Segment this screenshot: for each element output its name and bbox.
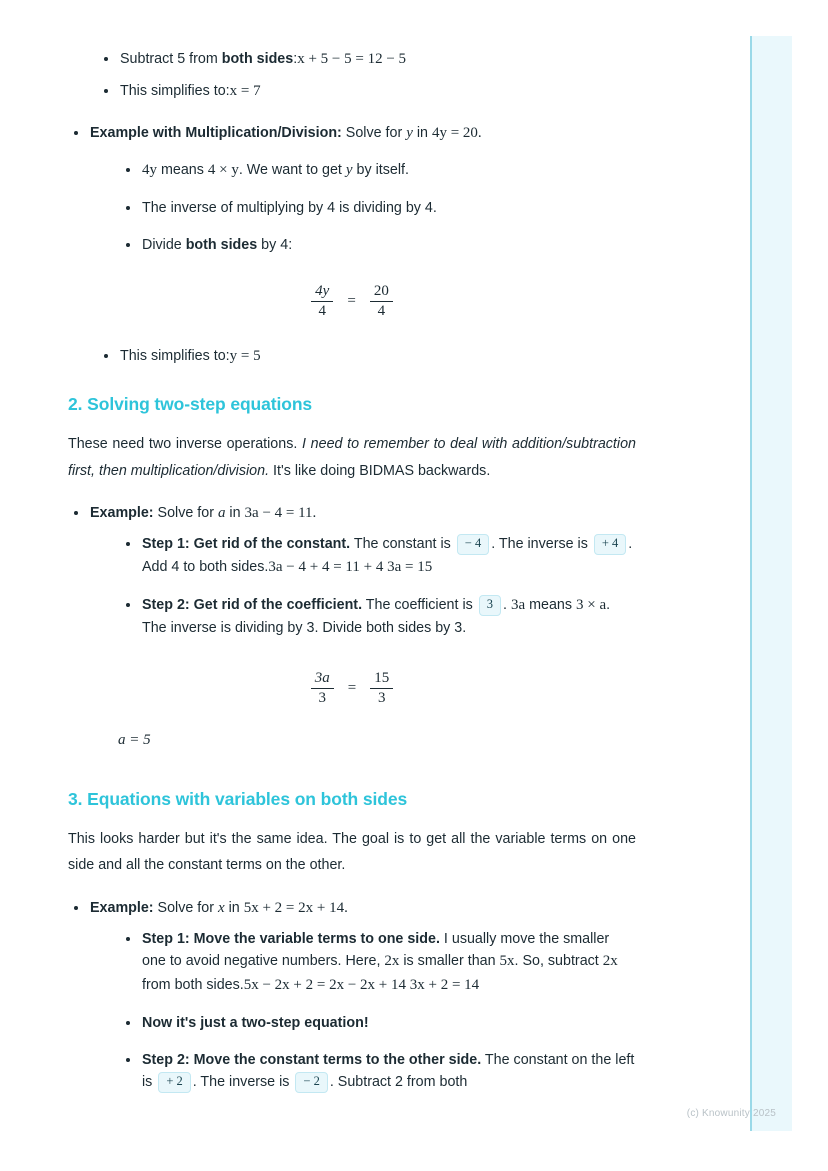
text: . The inverse is dividing by 3. Divide both sides by 3.: [142, 597, 611, 637]
two-step-example-list: [68, 502, 636, 640]
list-item: [120, 1012, 636, 1034]
text: I usually move the smaller one to avoid negative numbers. Here,: [142, 931, 610, 970]
emphasis-note: Now it's just a two-step equation!: [142, 1014, 369, 1031]
text: This simplifies to: [120, 347, 226, 364]
multiplication-substeps-list: [90, 159, 636, 257]
text: Subtract 5 from: [120, 51, 222, 67]
multiplication-division-example-list: [68, 122, 636, 257]
inline-equation: 4 × y: [207, 161, 239, 178]
inline-equation: y = 5: [229, 347, 261, 364]
list-item: [120, 234, 636, 256]
math-chip-three: 3: [479, 595, 501, 616]
text: The constant on the left is: [142, 1051, 635, 1091]
section2-paragraph: [68, 431, 636, 484]
inline-equation: 5x + 2 = 2x + 14.: [243, 899, 348, 916]
text: Solve for: [153, 504, 218, 521]
list-item: [120, 928, 636, 997]
text: in: [225, 504, 245, 521]
emphasis: both sides: [185, 237, 258, 254]
section-heading-2: 2. Solving two-step equations: [68, 394, 313, 415]
inline-equation: 2x: [384, 953, 400, 970]
answer-equation-a-equals-5: [118, 732, 636, 749]
list-item: [68, 122, 636, 257]
text: The inverse of multiplying by 4 is dividing by 4.: [142, 200, 437, 216]
section-heading-3: 3. Equations with variables on both sides: [68, 788, 408, 809]
fraction-denominator: 4: [370, 301, 393, 321]
math-variable: y: [345, 161, 353, 178]
text: It's like doing BIDMAS backwards.: [269, 462, 491, 479]
fraction-left: [311, 669, 334, 708]
italic-note: I need to remember to deal with addition/subtraction first, then multiplication/division.: [68, 436, 636, 479]
section3-paragraph: This looks harder but it's the same idea. The goal is to get all the variable terms on one side and all the constant terms on the other.: [68, 830, 636, 874]
both-sides-steps-list: [90, 928, 636, 1094]
inline-equation: 2x: [602, 953, 618, 970]
math-chip-plus-two: + 2: [158, 1072, 190, 1093]
math-variable: y: [406, 124, 413, 141]
text: in: [412, 124, 432, 141]
emphasis: Example:: [90, 899, 154, 916]
fraction-numerator: 3a: [314, 670, 330, 687]
list-item: [68, 897, 636, 1094]
text: :: [225, 347, 230, 364]
inline-equation: 3 × a: [575, 597, 607, 614]
text: .: [503, 597, 511, 614]
text: is smaller than: [399, 953, 500, 970]
fraction-right: [370, 282, 393, 321]
text: The constant is: [350, 536, 455, 553]
emphasis: Example with Multiplication/Division:: [90, 124, 342, 141]
text: . The inverse is: [491, 536, 592, 553]
page-side-accent-strip: [750, 36, 792, 1131]
emphasis: Example:: [90, 504, 154, 521]
inline-equation: x + 5 − 5 = 12 − 5: [297, 51, 407, 67]
inline-equation: 5x: [499, 953, 515, 970]
text: by itself.: [352, 161, 409, 178]
text: Solve for: [153, 899, 218, 916]
text: in: [224, 899, 244, 916]
fraction-denominator: 3: [370, 688, 393, 708]
math-variable: a: [217, 504, 226, 521]
list-item: [120, 594, 636, 639]
emphasis: Step 1: Get rid of the constant.: [142, 536, 351, 553]
document-content: [68, 34, 636, 1109]
text: . So, subtract: [514, 953, 603, 970]
fraction-numerator: 20: [373, 283, 389, 300]
fraction-denominator: 4: [311, 301, 333, 321]
one-step-substeps-list: [68, 48, 636, 104]
text: means: [525, 597, 576, 614]
inline-equation: x = 7: [229, 83, 261, 100]
equals-sign: =: [347, 293, 356, 310]
copyright-credit: (c) Knowunity 2025: [686, 1108, 776, 1119]
math-chip-minus-two: − 2: [295, 1072, 327, 1093]
fraction-right: [370, 669, 393, 708]
list-item: [98, 345, 636, 368]
inline-equation: 4y = 20.: [431, 124, 482, 141]
list-item: [98, 80, 636, 103]
inline-equation: 3a: [510, 597, 526, 614]
list-item: [98, 48, 636, 71]
list-item: [120, 159, 636, 182]
equation-block-4y-over-4: [68, 282, 636, 321]
text: The coefficient is: [362, 597, 477, 614]
math-chip-plus-four: + 4: [594, 534, 626, 555]
text: Solve for: [341, 124, 407, 141]
inline-equation: a = 5: [118, 731, 151, 748]
text: means: [157, 161, 208, 178]
text: . We want to get: [238, 161, 346, 178]
equation-block-3a-over-3: [68, 669, 636, 708]
simplifies-list: [68, 345, 636, 368]
fraction-numerator: 4y: [315, 283, 330, 300]
equals-sign: =: [347, 680, 357, 697]
text: :: [225, 83, 230, 100]
list-item: [120, 197, 636, 219]
emphasis: Step 2: Get rid of the coefficient.: [142, 597, 363, 614]
text: This simplifies to: [120, 83, 226, 100]
inline-equation: 5x − 2x + 2 = 2x − 2x + 14 3x + 2 = 14: [243, 976, 480, 993]
math-variable: x: [217, 899, 225, 916]
both-sides-example-list: [68, 897, 636, 1094]
two-step-steps-list: [90, 533, 636, 639]
list-item: [120, 1049, 636, 1094]
emphasis: both sides: [221, 51, 294, 67]
text: from both sides.: [142, 976, 244, 993]
list-item: [68, 502, 636, 640]
text: . Subtract 2 from both: [329, 1074, 468, 1091]
emphasis: Step 2: Move the constant terms to the other side.: [142, 1051, 482, 1068]
fraction-denominator: 3: [311, 688, 334, 708]
fraction-numerator: 15: [374, 670, 390, 687]
math-chip-minus-four: − 4: [457, 534, 489, 555]
inline-equation: 3a − 4 = 11.: [244, 504, 317, 521]
emphasis: Step 1: Move the variable terms to one side.: [142, 931, 440, 948]
text: These need two inverse operations.: [68, 436, 303, 453]
text: by 4:: [257, 237, 293, 254]
fraction-left: [311, 282, 333, 321]
list-item: [120, 533, 636, 579]
text: Divide: [142, 237, 186, 254]
inline-equation: 4y: [142, 161, 157, 178]
inline-equation: 3a − 4 + 4 = 11 + 4 3a = 15: [268, 558, 433, 575]
text: . The inverse is: [192, 1074, 294, 1091]
text: . Add 4 to both sides.: [142, 536, 633, 575]
text: :: [293, 51, 298, 67]
